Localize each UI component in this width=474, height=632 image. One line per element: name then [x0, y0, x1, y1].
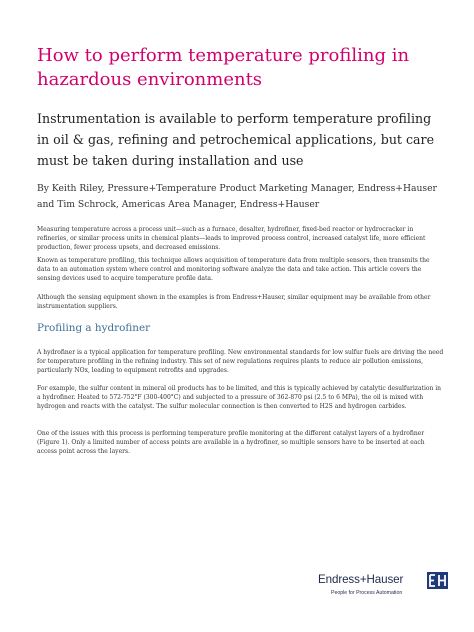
section-paragraph-1-block [37, 348, 444, 376]
intro-paragraph-2: Known as temperature profiling, this technique allows acquisition of temperature data from multiple sensors, then transmits the data to an automation system where control and monitoring software analyze the data and take action. This article covers the sensing devices used to acquire temperature profile data. [37, 257, 430, 283]
section-paragraph-1: A hydrofiner is a typical application for temperature profiling. New environmental standards for low sulfur fuels are driving the need for temperature profiling in the refining industry. This set of new regulations requires plants to reduce air pollution emissions, particularly NOx, leading to equipment retrofits and upgrades. [37, 349, 444, 375]
intro-paragraph-1-block [37, 225, 444, 253]
article-title: How to perform temperature profiling in hazardous environments [37, 45, 410, 90]
intro-paragraph-3-block [37, 293, 444, 311]
endress-hauser-logo [318, 572, 448, 602]
article-byline: By Keith Riley, Pressure+Temperature Product Marketing Manager, Endress+Hauser and Tim Schrock, Americas Area Manager, Endress+Hauser [37, 183, 437, 210]
intro-paragraph-3: Although the sensing equipment shown in the examples is from Endress+Hauser, similar equipment may be available from other instrumentation suppliers. [37, 294, 431, 311]
section-paragraph-2-block [37, 384, 444, 412]
section-paragraph-3-block [37, 429, 444, 457]
intro-paragraph-2-block [37, 256, 444, 284]
section-heading: Profiling a hydrofiner [37, 322, 151, 334]
intro-paragraph-1: Measuring temperature across a process unit—such as a furnace, desalter, hydrofiner, fixed-bed reactor or hydrocracker in refineries, or similar process units in chemical plants—leads to improved process control, increased catalyst life, more efficient production, fewer process upsets, and decreased emissions. [37, 226, 426, 252]
article-subtitle: Instrumentation is available to perform temperature profiling in oil & gas, refining and petrochemical applications, but care must be taken during installation and use [37, 111, 435, 168]
section-paragraph-2: For example, the sulfur content in mineral oil products has to be limited, and this is typically achieved by catalytic desulfurization in a hydrofiner. Heated to 572-752°F (300-400°C) and subjected to a pressure of 362-870 psi (2.5 to 6 MPa), the oil is mixed with hydrogen and reacts with the catalyst. The sulfur molecular connection is then converted to H2S and hydrogen carbides. [37, 385, 442, 411]
section-paragraph-3: One of the issues with this process is performing temperature profile monitoring at the different catalyst layers of a hydrofiner (Figure 1). Only a limited number of access points are available in a hydrofiner, so multiple sensors have to be inserted at each access point across the layers. [37, 430, 425, 456]
logo-wordmark: Endress+Hauser [318, 573, 404, 586]
logo-tagline: People for Process Automation [331, 590, 403, 596]
logo-mark-icon [427, 572, 448, 589]
